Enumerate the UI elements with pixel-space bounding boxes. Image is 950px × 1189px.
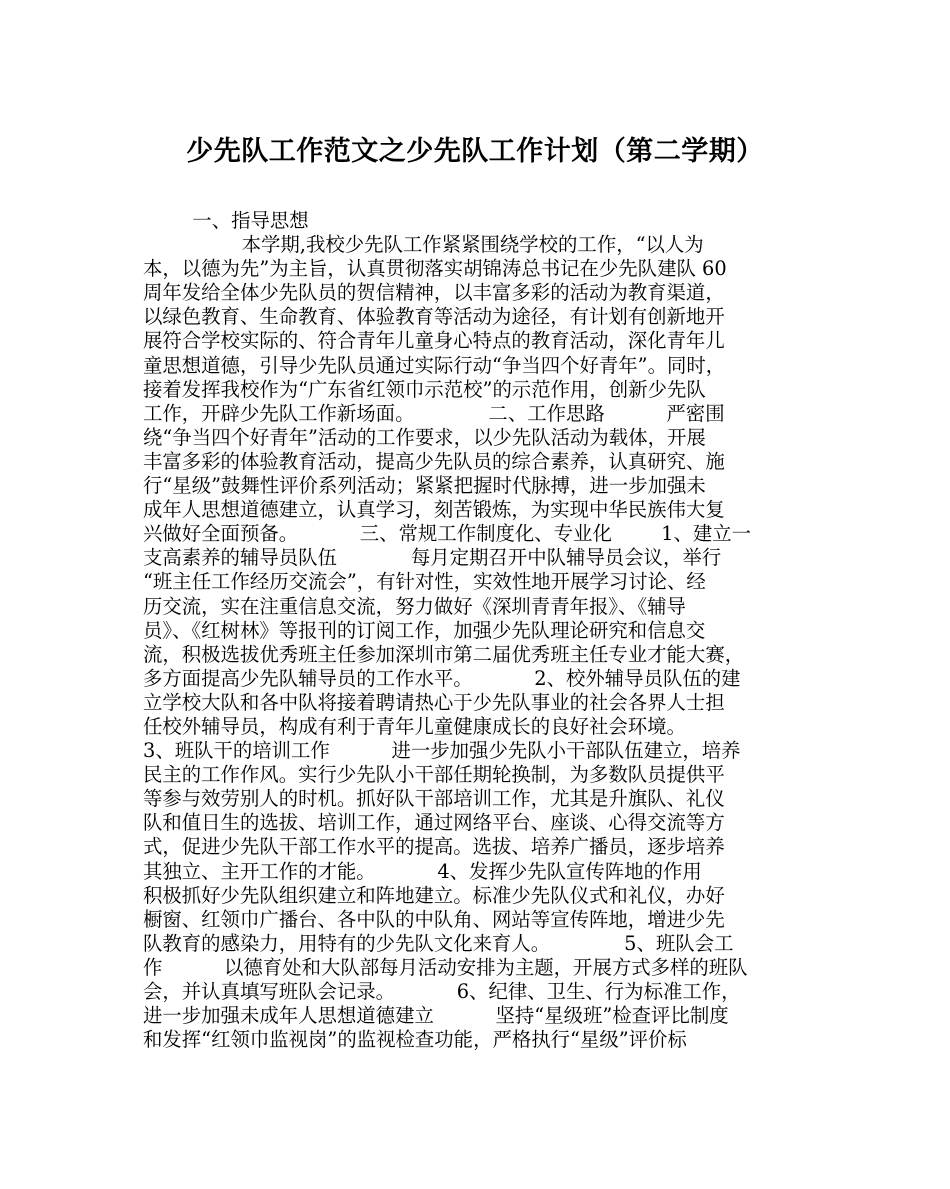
document-title: 少先队工作范文之少先队工作计划（第二学期）	[186, 136, 764, 167]
body-line: 和发挥“红领巾监视岗”的监视检查功能，严格执行“星级”评价标	[143, 1028, 687, 1052]
body-line: 童思想道德，引导少先队员通过实际行动“争当四个好青年”。同时，	[143, 353, 726, 377]
body-line: 绕“争当四个好青年”活动的工作要求，以少先队活动为载体，开展	[143, 425, 706, 449]
body-line: 本学期,我校少先队工作紧紧围绕学校的工作，“以人为	[143, 233, 704, 257]
body-line: “班主任工作经历交流会”，有针对性，实效性地开展学习讨论、经	[143, 570, 706, 594]
body-line: 任校外辅导员，构成有利于青年儿童健康成长的良好社会环境。	[143, 714, 686, 738]
body-line: 队教育的感染力，用特有的少先队文化来育人。 5、班队会工	[143, 931, 734, 955]
body-line: 行“星级”鼓舞性评价系列活动；紧紧把握时代脉搏，进一步加强未	[143, 474, 706, 498]
body-line: 3、班队干的培训工作 进一步加强少先队小干部队伍建立，培养	[143, 739, 741, 763]
body-line: 式，促进少先队干部工作水平的提高。选拔、培养广播员，逐步培养	[143, 835, 725, 859]
body-line: 展符合学校实际的、符合青年儿童身心特点的教育活动，深化青年儿	[143, 329, 725, 353]
body-line: 工作，开辟少先队工作新场面。 二、工作思路 严密围	[143, 401, 725, 425]
body-line: 员》、《红树林》等报刊的订阅工作，加强少先队理论研究和信息交	[143, 618, 706, 642]
body-line: 其独立、主开工作的才能。 4、发挥少先队宣传阵地的作用	[143, 859, 702, 883]
body-line: 流，积极选拔优秀班主任参加深圳市第二届优秀班主任专业才能大赛，	[143, 642, 745, 666]
body-line: 会，并认真填写班队会记录。 6、纪律、卫生、行为标准工作，	[143, 980, 741, 1003]
body-line: 支高素养的辅导员队伍 每月定期召开中队辅导员会议，举行	[143, 546, 722, 570]
body-line: 以绿色教育、生命教育、体验教育等活动为途径，有计划有创新地开	[143, 305, 725, 329]
body-line: 接着发挥我校作为“广东省红领巾示范校”的示范作用，创新少先队	[143, 377, 706, 401]
body-line: 多方面提高少先队辅导员的工作水平。 2、校外辅导员队伍的建	[143, 666, 741, 690]
body-line: 丰富多彩的体验教育活动，提高少先队员的综合素养，认真研究、施	[143, 449, 725, 473]
document-body	[143, 209, 811, 1052]
body-line: 橱窗、红领巾广播台、各中队的中队角、网站等宣传阵地，增进少先	[143, 907, 725, 931]
body-line: 民主的工作作风。实行少先队小干部任期轮换制，为多数队员提供平	[143, 763, 725, 787]
body-line: 成年人思想道德建立，认真学习，刻苦锻炼，为实现中华民族伟大复	[143, 498, 725, 522]
body-line: 历交流，实在注重信息交流，努力做好《深圳青青年报》、《辅导	[143, 594, 686, 618]
body-line: 积极抓好少先队组织建立和阵地建立。标准少先队仪式和礼仪，办好	[143, 883, 725, 907]
body-line: 一、指导思想	[143, 209, 309, 232]
body-line: 本，以德为先”为主旨，认真贯彻落实胡锦涛总书记在少先队建队 60	[143, 257, 727, 281]
body-line: 作 以德育处和大队部每月活动安排为主题，开展方式多样的班队	[143, 955, 748, 979]
body-line: 等参与效劳别人的时机。抓好队干部培训工作，尤其是升旗队、礼仪	[143, 787, 725, 811]
body-line: 周年发给全体少先队员的贺信精神，以丰富多彩的活动为教育渠道，	[143, 281, 725, 305]
body-line: 进一步加强未成年人思想道德建立 坚持“星级班”检查评比制度	[143, 1004, 729, 1028]
body-line: 兴做好全面预备。 三、常规工作制度化、专业化 1、建立一	[143, 522, 752, 546]
body-line: 立学校大队和各中队将接着聘请热心于少先队事业的社会各界人士担	[143, 690, 725, 714]
body-line: 队和值日生的选拔、培训工作，通过网络平台、座谈、心得交流等方	[143, 811, 725, 835]
